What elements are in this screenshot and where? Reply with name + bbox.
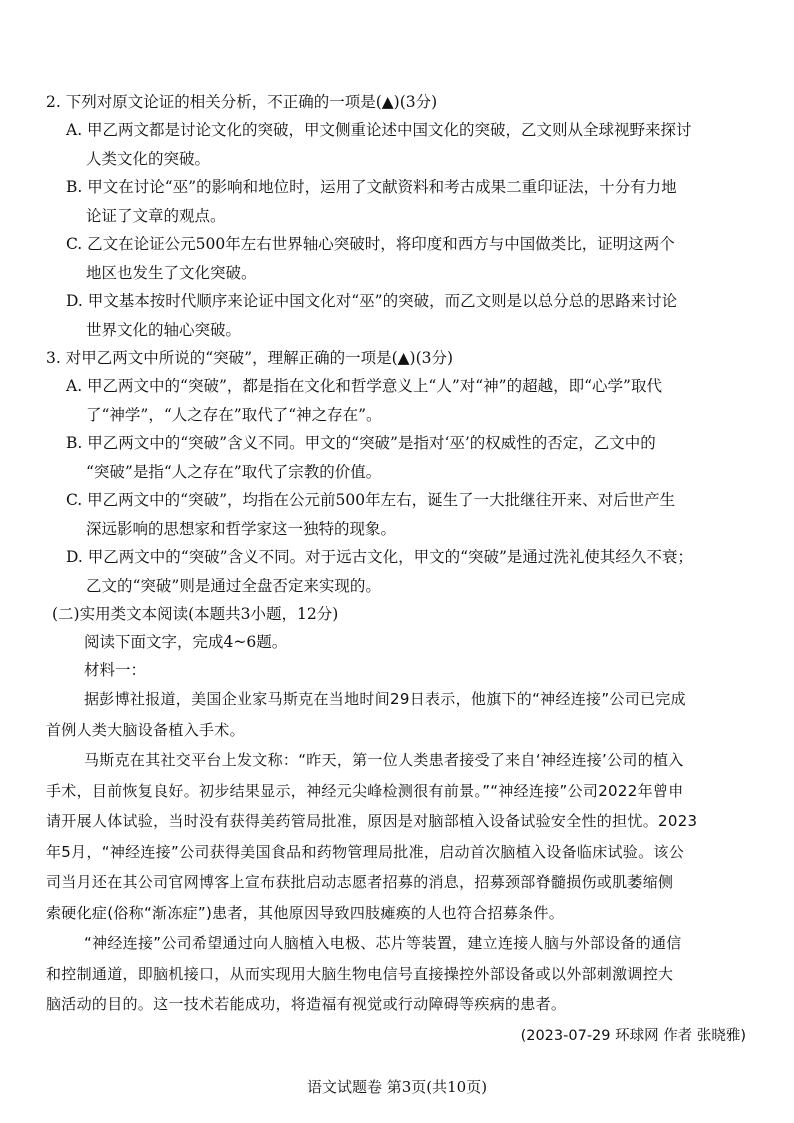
option-line-2: 乙文的“突破”则是通过全盘否定来实现的。	[86, 576, 381, 595]
article-line: 索硬化症(俗称“渐冻症”)患者，其他原因导致四肢瘫痪的人也符合招募条件。	[46, 903, 565, 922]
question-2-option-d	[46, 287, 748, 344]
article-paragraph-3	[46, 928, 748, 1020]
question-3-option-a	[46, 372, 748, 429]
question-3-option-c	[46, 486, 748, 543]
question-2-stem: 2. 下列对原文论证的相关分析，不正确的一项是(▲)(3分)	[46, 93, 438, 111]
article-line: 司当月还在其公司官网博客上宣布获批启动志愿者招募的消息，招募颈部脊髓损伤或肌萎缩侧	[46, 873, 674, 891]
option-line-1: D. 甲乙两文中的“突破”含义不同。对于远古文化，甲文的“突破”是通过洗礼使其经久不衰；	[66, 548, 693, 566]
article-paragraph-1	[46, 684, 748, 745]
article-source: (2023-07-29 环球网 作者 张晓雅)	[520, 1027, 746, 1044]
question-3-option-d	[46, 543, 748, 600]
option-line-1: B. 甲乙两文中的“突破”含义不同。甲文的“突破”是指对‘巫’的权威性的否定，乙文中的	[66, 434, 656, 452]
article-line: 和控制通道，即脑机接口，从而实现用大脑生物电信号直接操控外部设备或以外部刺激调控大	[46, 964, 674, 983]
article-line: 首例人类大脑设备植入手术。	[46, 720, 245, 739]
question-2-option-b	[46, 173, 748, 230]
option-line-2: 地区也发生了文化突破。	[86, 263, 257, 282]
article-line: 马斯克在其社交平台上发文称：“昨天，第一位人类患者接受了来自‘神经连接’公司的植入	[84, 751, 684, 769]
question-2-option-c	[46, 230, 748, 287]
article-paragraph-2	[46, 745, 748, 928]
option-line-2: 人类文化的突破。	[86, 149, 211, 168]
question-2-option-a	[46, 116, 748, 173]
material-heading: 材料一：	[84, 661, 147, 679]
question-3-option-b	[46, 429, 748, 486]
article-line: 脑活动的目的。这一技术若能成功，将造福有视觉或行动障碍等疾病的患者。	[46, 995, 567, 1013]
option-line-2: 论证了文章的观点。	[86, 206, 226, 225]
article-line: 年5月，“神经连接”公司获得美国食品和药物管理局批准，启动首次脑植入设备临床试验。该公	[46, 842, 684, 861]
section-instructions: 阅读下面文字，完成4~6题。	[84, 633, 288, 651]
option-line-2: 深远影响的思想家和哲学家这一独特的现象。	[86, 519, 397, 538]
article-line: 据彭博社报道，美国企业家马斯克在当地时间29日表示，他旗下的“神经连接”公司已完成	[84, 690, 686, 708]
article-body	[46, 684, 748, 1050]
option-line-1: B. 甲文在讨论“巫”的影响和地位时，运用了文献资料和考古成果二重印证法，十分有力地	[66, 178, 677, 196]
article-line: 请开展人体试验，当时没有获得美药管局批准，原因是对脑部植入设备试验安全性的担忧。2023	[46, 812, 698, 830]
article-line: 手术，目前恢复良好。初步结果显示，神经元尖峰检测很有前景。”“神经连接”公司2022年曾申	[46, 781, 684, 800]
option-line-2: 了“神学”，“人之存在”取代了“神之存在”。	[86, 405, 382, 424]
option-line-1: A. 甲乙两文中的“突破”，都是指在文化和哲学意义上“人”对“神”的超越，即“心学”取代	[66, 377, 662, 395]
option-line-1: D. 甲文基本按时代顺序来论证中国文化对“巫”的突破，而乙文则是以总分总的思路来讨论	[66, 292, 678, 310]
option-line-2: 世界文化的轴心突破。	[86, 320, 242, 339]
option-line-1: A. 甲乙两文都是讨论文化的突破，甲文侧重论述中国文化的突破，乙文则从全球视野来探讨	[66, 121, 692, 139]
article-line: “神经连接”公司希望通过向人脑植入电极、芯片等装置，建立连接人脑与外部设备的通信	[84, 934, 682, 952]
option-line-1: C. 甲乙两文中的“突破”，均指在公元前500年左右，诞生了一大批继往开来、对后世产生	[66, 491, 676, 509]
question-3-stem: 3. 对甲乙两文中所说的“突破”，理解正确的一项是(▲)(3分)	[46, 349, 454, 367]
question-3	[46, 344, 748, 600]
option-line-2: “突破”是指“人之存在”取代了宗教的价值。	[86, 462, 382, 481]
option-line-1: C. 乙文在论证公元500年左右世界轴心突破时，将印度和西方与中国做类比，证明这两个	[66, 235, 675, 253]
page-footer: 语文试题卷 第3页(共10页)	[306, 1078, 488, 1096]
question-2	[46, 88, 748, 344]
section-title: (二)实用类文本阅读(本题共3小题，12分)	[52, 605, 339, 623]
